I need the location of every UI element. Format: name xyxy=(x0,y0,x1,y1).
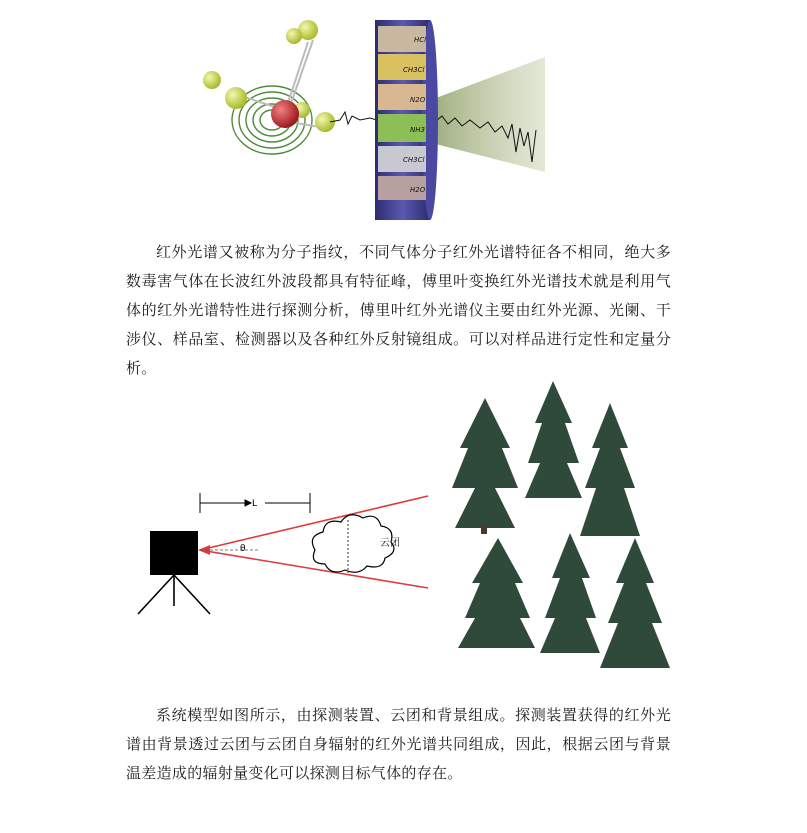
paragraph-infrared-fingerprint: 红外光谱又被称为分子指纹，不同气体分子红外光谱特征各不相同，绝大多数毒害气体在长波红外波段都具有特征峰，傅里叶变换红外光谱技术就是利用气体的红外光谱特性进行探测分析，傅里叶红外光谱仪主要由红外光源、光阑、干涉仪、样品室、检测器以及各种红外反射镜组成。可以对样品进行定性和定量分析。 xyxy=(126,243,671,377)
cloud-label: 云团 xyxy=(380,538,400,549)
molecule-atom xyxy=(286,28,302,44)
paragraph-system-model: 系统模型如图所示，由探测装置、云团和背景组成。探测装置获得的红外光谱由背景透过云团与云团自身辐射的红外光谱共同组成，因此，根据云团与背景温差造成的辐射量变化可以探测目标气体的存在。 xyxy=(126,706,671,782)
gas-label: NH3 xyxy=(410,126,425,134)
tree xyxy=(540,533,600,653)
molecular-spectrum-figure xyxy=(190,12,550,222)
angle-label: θ xyxy=(240,544,246,554)
background-trees xyxy=(452,381,670,668)
gas-label: CH3Cl xyxy=(403,156,425,164)
gas-label: H2O xyxy=(410,186,426,194)
tree xyxy=(458,538,535,648)
detector-box xyxy=(150,531,198,575)
tree xyxy=(600,538,670,668)
tree xyxy=(580,403,640,536)
detection-model-figure xyxy=(130,378,690,678)
tree xyxy=(452,398,518,534)
molecule-atom xyxy=(203,71,221,89)
tripod xyxy=(138,575,210,614)
gas-label: HCl xyxy=(414,36,427,44)
gas-label: CH3Cl xyxy=(403,66,425,74)
length-label: L xyxy=(252,499,258,509)
tree xyxy=(525,381,582,498)
molecule-atom xyxy=(225,87,247,109)
molecule-center-atom xyxy=(271,100,299,128)
ray-arrowhead xyxy=(198,545,210,555)
ir-beam xyxy=(420,57,545,172)
gas-label: N2O xyxy=(410,96,426,104)
